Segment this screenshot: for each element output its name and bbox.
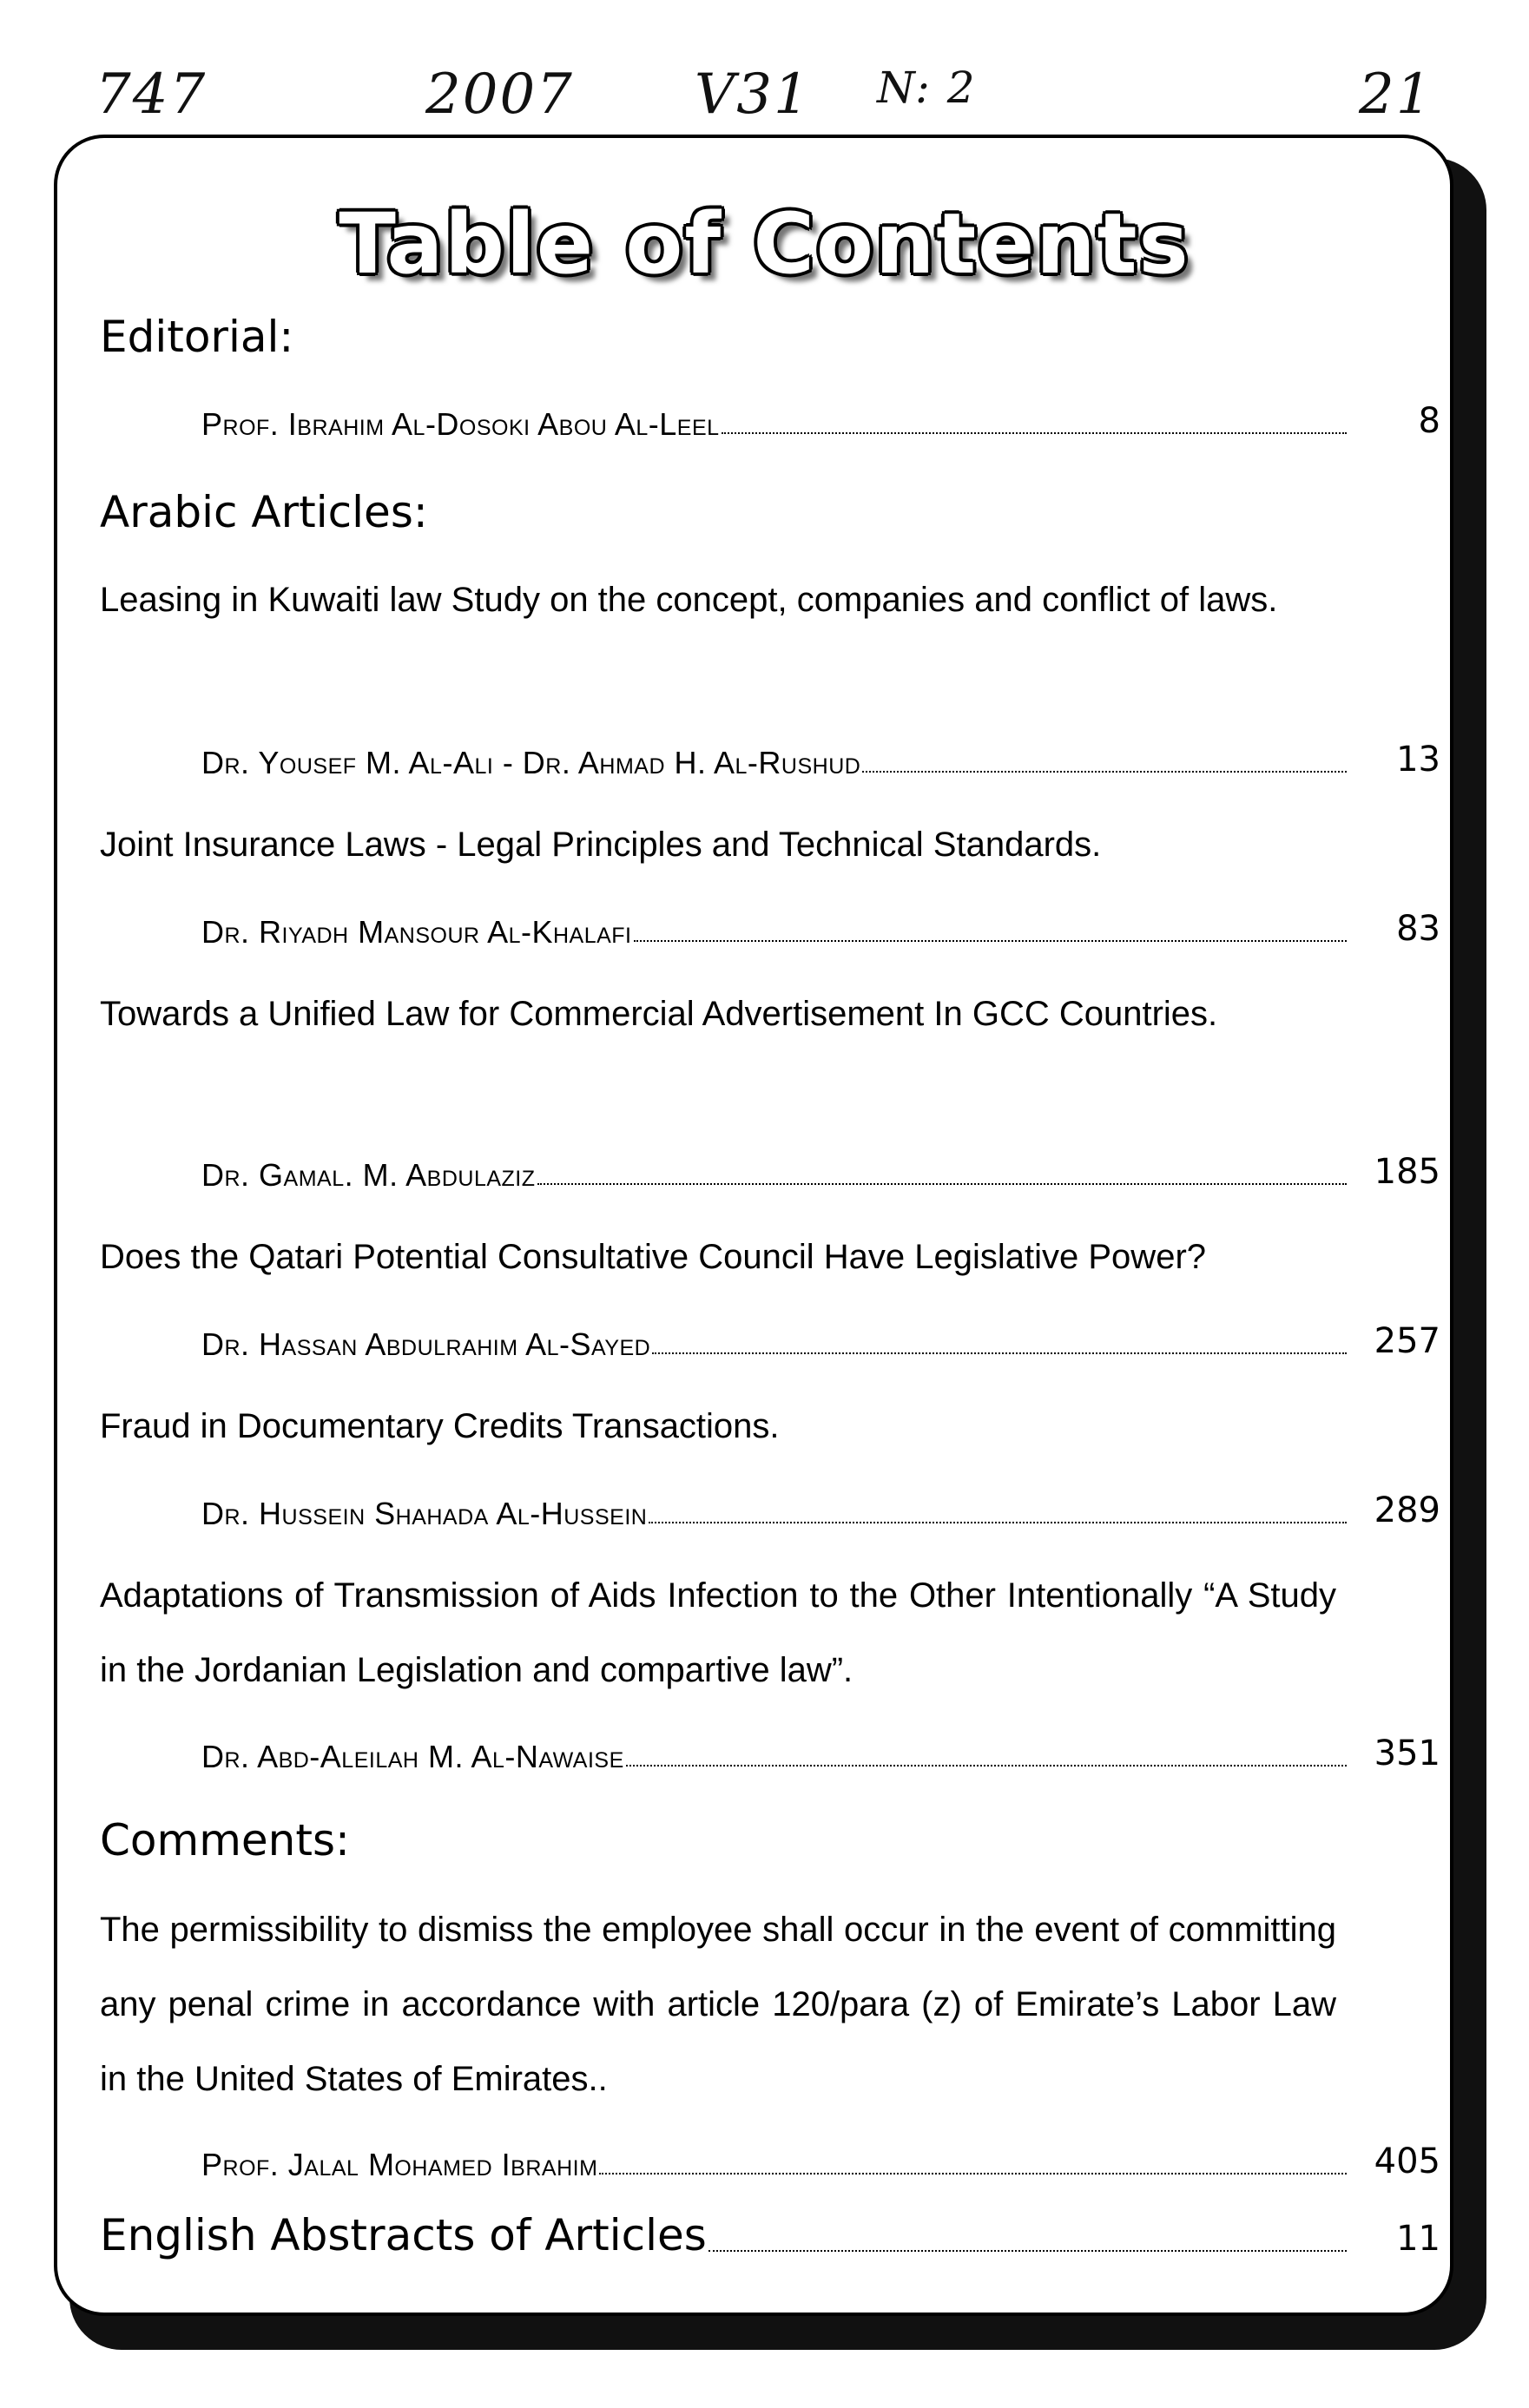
entry-author: Dr. Riyadh Mansour Al-Khalafi	[201, 914, 632, 950]
dot-leader	[634, 940, 1347, 942]
dot-leader	[722, 432, 1347, 434]
entry-author: Dr. Gamal. M. Abdulaziz	[201, 1157, 536, 1193]
article-title: Does the Qatari Potential Consultative Council Have Legislative Power?	[100, 1238, 1207, 1276]
entry-page: 405	[1374, 2142, 1440, 2181]
toc-entry[interactable]	[201, 1732, 1440, 1775]
handwritten-right: 21	[1359, 63, 1433, 127]
toc-entry-editorial[interactable]	[201, 399, 1440, 443]
section-heading-editorial: Editorial:	[100, 312, 294, 362]
entry-page: 8	[1418, 401, 1440, 441]
entry-page: 351	[1374, 1734, 1440, 1773]
entry-page: 11	[1396, 2219, 1440, 2259]
article-title: Joint Insurance Laws - Legal Principles and Technical Standards.	[100, 826, 1102, 864]
article-title: Towards a Unified Law for Commercial Advertisement In GCC Countries.	[100, 995, 1218, 1033]
toc-entry[interactable]	[201, 2140, 1440, 2183]
toc-entry[interactable]	[201, 1489, 1440, 1532]
dot-leader	[708, 2250, 1347, 2252]
handwritten-year: 2007	[425, 63, 574, 127]
toc-entry-english-abstracts[interactable]	[100, 2203, 1440, 2260]
dot-leader	[599, 2173, 1347, 2174]
dot-leader	[862, 771, 1347, 773]
handwritten-code: 747	[96, 63, 208, 127]
entry-page: 83	[1396, 909, 1440, 949]
toc-entry[interactable]	[201, 1150, 1440, 1194]
dot-leader	[649, 1522, 1347, 1523]
toc-entry[interactable]	[201, 907, 1440, 951]
entry-author: Dr. Abd-Aleilah M. Al-Nawaise	[201, 1739, 624, 1774]
dot-leader	[652, 1352, 1347, 1354]
section-heading-arabic-articles: Arabic Articles:	[100, 487, 428, 537]
entry-author: Prof. Ibrahim Al-Dosoki Abou Al-Leel	[201, 406, 720, 442]
article-title: Fraud in Documentary Credits Transactions.	[100, 1407, 780, 1445]
section-heading-english-abstracts: English Abstracts of Articles	[100, 2210, 707, 2260]
handwritten-number: N: 2	[877, 63, 977, 113]
entry-page: 289	[1374, 1490, 1440, 1530]
entry-author: Dr. Hussein Shahada Al-Hussein	[201, 1496, 648, 1531]
entry-page: 185	[1374, 1152, 1440, 1192]
entry-author: Prof. Jalal Mohamed Ibrahim	[201, 2147, 598, 2182]
entry-author: Dr. Hassan Abdulrahim Al-Sayed	[201, 1326, 651, 1362]
entry-page: 13	[1396, 740, 1440, 780]
article-title: The permissibility to dismiss the employee shall occur in the event of committing any penal crime in accordance with article 120/para (z) of Emirate’s Labor Law in the United States of Emirates..	[100, 1911, 1336, 2098]
entry-author: Dr. Yousef M. Al-Ali - Dr. Ahmad H. Al-Rushud	[201, 745, 861, 780]
toc-entry[interactable]	[201, 738, 1440, 781]
handwritten-volume: V31	[695, 63, 811, 127]
dot-leader	[626, 1765, 1347, 1767]
article-title: Leasing in Kuwaiti law Study on the concept, companies and conflict of laws.	[100, 581, 1278, 619]
toc-entry[interactable]	[201, 1319, 1440, 1363]
page-title: Table of Contents	[339, 195, 1190, 293]
article-title: Adaptations of Transmission of Aids Infection to the Other Intentionally “A Study in the Jordanian Legislation and compartive law”.	[100, 1576, 1336, 1689]
dot-leader	[537, 1183, 1347, 1185]
section-heading-comments: Comments:	[100, 1815, 350, 1865]
entry-page: 257	[1374, 1321, 1440, 1361]
